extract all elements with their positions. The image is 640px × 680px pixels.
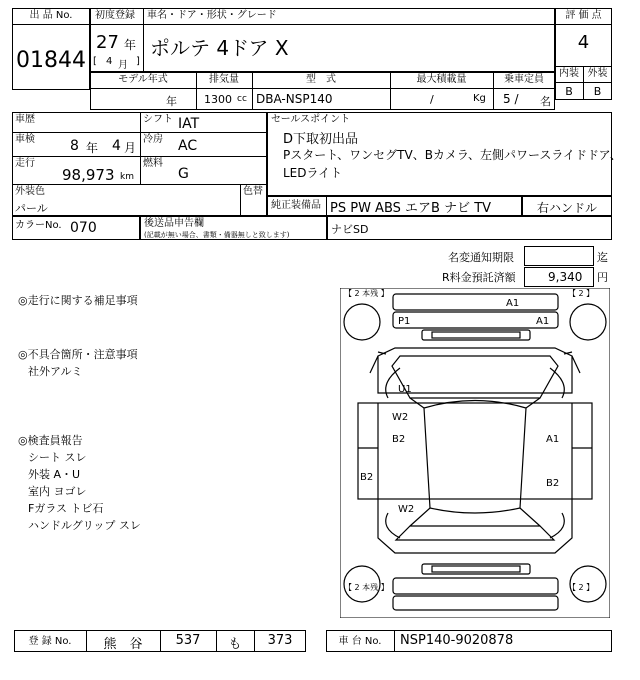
shift-label: シフト (143, 114, 173, 125)
damage-mark: A1 (506, 298, 520, 309)
damage-mark: B2 (546, 478, 560, 489)
inspection-month-unit: 月 (124, 141, 137, 155)
factory-equip-label: 純正装備品 (271, 200, 321, 211)
car-condition-diagram (340, 288, 610, 618)
recycle-amount: 9,340 (548, 270, 583, 284)
inspector-item: シート スレ (28, 451, 87, 464)
damage-mark: B2 (360, 472, 374, 483)
exterior-grade: B (593, 85, 602, 98)
corner-tag: 【 2 】 (568, 583, 595, 592)
ac-label: 冷房 (143, 134, 163, 145)
reg-year: 27 (96, 32, 119, 53)
plate-label: 登 録 No. (28, 636, 72, 647)
transfer-label: 名変通知期限 (448, 251, 514, 264)
plate-kana: も (228, 637, 242, 652)
model-year-label: モデル年式 (118, 74, 168, 85)
mileage: 98,973 (62, 166, 115, 184)
transfer-unit: 迄 (597, 251, 608, 264)
max-load-label: 最大積載量 (416, 74, 467, 85)
car-name: ポルテ 4ドア X (150, 36, 289, 60)
first-reg-label: 初度登録 (95, 10, 135, 21)
mileage-label: 走行 (15, 158, 35, 169)
color-no: 070 (70, 220, 97, 236)
damage-mark: A1 (536, 316, 550, 327)
interior-label: 内装 (559, 68, 579, 79)
inspector-item: 室内 ヨゴレ (28, 485, 87, 498)
exterior-label: 外装 (587, 68, 608, 79)
plate-number: 373 (267, 633, 293, 648)
plate-class: 537 (175, 633, 201, 648)
factory-equip: PS PW ABS エアB ナビ TV (330, 201, 492, 216)
chassis-number: NSP140-9020878 (400, 633, 514, 648)
model-code: DBA-NSP140 (256, 92, 333, 106)
cc-unit: cc (237, 94, 247, 104)
sales-point-line: LEDライト (283, 166, 343, 180)
damage-mark: W2 (392, 412, 409, 423)
inspection-label: 車検 (15, 134, 35, 145)
inspection-year-unit: 年 (86, 141, 99, 155)
fuel: G (178, 166, 189, 182)
reg-year-unit: 年 (124, 38, 137, 52)
extra-equip: ナビSD (331, 223, 369, 236)
inspector-item: ハンドルグリップ スレ (28, 519, 141, 532)
inspector-item: Fガラス トビ石 (28, 502, 104, 515)
corner-tag: 【 2 本残 】 (344, 289, 389, 298)
defects-title: ◎不具合箇所・注意事項 (18, 348, 138, 361)
capacity-label: 乗車定員 (504, 74, 544, 85)
damage-mark: A1 (546, 434, 560, 445)
later-equip-note: (記載が無い場合、書類・備器無しと致します) (144, 231, 290, 239)
steering: 右ハンドル (536, 201, 597, 215)
chassis-label: 車 台 No. (338, 636, 382, 647)
inspection-month: 4 (112, 138, 121, 154)
transfer-box (524, 246, 594, 266)
plate-region: 熊 谷 (103, 637, 143, 652)
ext-color-label: 外装色 (15, 186, 45, 197)
corner-tag: 【 2 】 (568, 289, 595, 298)
damage-mark: W2 (398, 504, 415, 515)
history-label: 車歴 (15, 114, 35, 125)
score: 4 (577, 32, 590, 53)
shift: IAT (178, 116, 200, 132)
extra-equip-box (327, 216, 612, 240)
score-label: 評 価 点 (565, 10, 602, 21)
model-year-unit: 年 (166, 95, 177, 108)
km-unit: km (120, 172, 134, 182)
corner-tag: 【 2 本残 】 (344, 583, 389, 592)
fuel-label: 燃料 (143, 158, 163, 169)
lot-label: 出 品 No. (29, 10, 73, 21)
load-slash: / (430, 93, 434, 106)
reg-month-unit: 月 (118, 60, 128, 71)
damage-mark: U1 (398, 384, 412, 395)
driving-title: ◎走行に関する補足事項 (18, 294, 138, 307)
displacement: 1300 (204, 93, 232, 106)
damage-mark: P1 (398, 316, 411, 327)
defect-item: 社外アルミ (28, 365, 83, 378)
color-no-label: カラーNo. (15, 220, 62, 231)
inspector-item: 外装 A・U (28, 468, 81, 481)
sales-points-label: セールスポイント (271, 114, 351, 125)
capacity-unit: 名 (540, 95, 551, 108)
damage-mark: B2 (392, 434, 406, 445)
interior-grade: B (565, 85, 573, 98)
kg-unit: Kg (473, 93, 486, 104)
model-code-label: 型 式 (306, 74, 336, 85)
ext-color: パール (15, 202, 48, 215)
yen-unit: 円 (597, 271, 608, 284)
color-change-label: 色替 (243, 186, 263, 197)
sales-point-line: D下取初出品 (283, 132, 359, 147)
recycle-label: R料金預託済額 (442, 271, 516, 284)
car-name-label: 車名・ドア・形状・グレード (147, 10, 277, 21)
lot-number: 01844 (16, 48, 86, 73)
reg-month: 4 (106, 56, 113, 67)
later-equip-label: 後送品申告欄 (144, 218, 204, 229)
ac: AC (178, 138, 198, 154)
displacement-label: 排気量 (209, 74, 239, 85)
inspection-year: 8 (70, 138, 79, 154)
capacity: 5 / (503, 92, 519, 106)
sales-point-line: Pスタート、ワンセグTV、Bカメラ、左側パワースライドドア、 (283, 148, 622, 162)
inspector-title: ◎検査員報告 (18, 434, 83, 447)
